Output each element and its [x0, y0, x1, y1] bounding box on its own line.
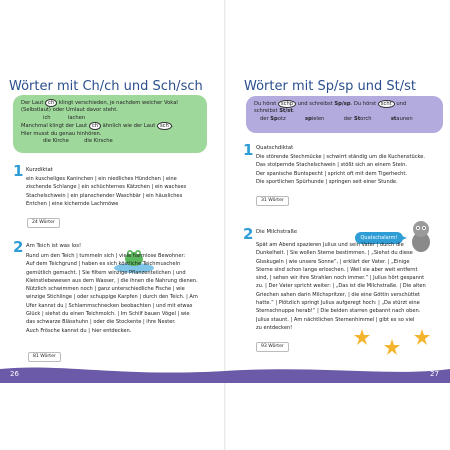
- text-line: Nützlich schwimmen noch | ganz unterschiedliche Fische | wie: [26, 286, 185, 293]
- text-line: das schwarze Blässhuhn | oder die Stockente | ihre Nester.: [26, 319, 176, 326]
- example-prefix: Sp: [270, 115, 278, 122]
- section-number: 2: [13, 238, 24, 256]
- text-line: Auch Frösche kannst du | hier entdecken.: [26, 327, 132, 334]
- example-word: die Kirche: [43, 138, 69, 145]
- rule-text: ähnlich wie der Laut: [102, 123, 156, 130]
- stars-decoration: [352, 327, 442, 362]
- text-line: ein kuscheliges Kaninchen | ein niedliches Hündchen | eine: [26, 176, 177, 182]
- rule-letters: St/st: [279, 108, 293, 115]
- rule-text: .: [171, 123, 174, 130]
- example-prefix: st: [390, 115, 397, 122]
- mascot-pupil: [417, 227, 419, 229]
- page-number: 26: [10, 370, 19, 378]
- text-line: Stachelschwein | ein planschender Waschbär | ein häusliches: [26, 192, 183, 199]
- text-line: Dunkelheit. | Sie wollen Sterne bestimmen. | „Siehst du diese: [256, 250, 413, 257]
- rule-text: Der Laut: [21, 100, 44, 106]
- rule-text: (Selbstlaut) oder Umlaut davor steht.: [21, 107, 118, 114]
- text-line: Rund um den Teich | tummeln sich | viele harmlose Bewohner:: [26, 253, 186, 259]
- dictation-text: [256, 241, 426, 332]
- star-icon: [354, 329, 370, 345]
- speech-bubble: Quatschalarm!: [355, 232, 403, 244]
- dictation-text: [256, 153, 425, 186]
- star-icon: [384, 339, 400, 355]
- example-word: lachen: [67, 114, 86, 121]
- section-number: 2: [243, 225, 254, 243]
- sound-circle: schp: [278, 100, 296, 108]
- text-line: zu. | Der Vater spricht weiter: | „Das ist die Milchstraße. | Die alten: [256, 283, 426, 290]
- example-article: der: [343, 115, 353, 122]
- text-line: Die sportlichen Spürhunde | springen seit einer Stunde.: [256, 178, 398, 185]
- example-word: aunen: [396, 115, 413, 122]
- sound-circle: ch: [45, 99, 57, 107]
- text-line: zischende Schlange | ein schüchternes Kätzchen | ein wachses: [26, 184, 187, 191]
- section-heading: Am Teich ist was los!: [26, 243, 82, 249]
- page-title: Wörter mit Sp/sp und St/st: [244, 79, 416, 94]
- text-line: Spät am Abend spazieren Julius und sein Vater | durch die: [256, 242, 404, 248]
- text-line: Sternschnuppe herab!“ | Die beiden starren gebannt nach oben.: [256, 308, 421, 315]
- rule-text: . Du hörst: [350, 101, 377, 107]
- text-line: Sterne sind schon lange erloschen. | Weil sie aber weit entfernt: [256, 266, 418, 273]
- sound-circle: scht: [378, 100, 395, 108]
- wave-shape: [0, 367, 450, 383]
- rule-letters: Sp/sp: [334, 101, 351, 107]
- word-count-badge: 93 Wörter: [256, 342, 289, 352]
- dictation-text: [26, 175, 186, 208]
- example-word: die Kirsche: [84, 138, 113, 145]
- example-word: otz: [277, 115, 286, 122]
- word-count-badge: 81 Wörter: [28, 352, 61, 362]
- text-line: Entchen | eine kichernde Lachmöwe: [26, 200, 119, 207]
- example-word: ich: [43, 114, 51, 121]
- page-title: Wörter mit Ch/ch und Sch/sch: [9, 79, 203, 94]
- mascot-pupil: [423, 227, 425, 229]
- text-line: Glsskugeln | wie unsere Sonne“, | erklärt der Vater. | „Einige: [256, 258, 410, 265]
- text-line: zu entdecken!: [256, 324, 293, 331]
- text-line: Der spanische Buntspecht | spricht oft mit dem Tigerhecht.: [256, 170, 407, 177]
- sound-circle: sch: [157, 122, 172, 130]
- section-number: 1: [243, 141, 254, 159]
- rule-text: und: [396, 101, 407, 107]
- text-line: sind, | sehen wir ihre Strahlen noch immer.“ | Julius hört gespannt: [256, 275, 425, 282]
- rule-box: [13, 95, 207, 153]
- section-number: 1: [13, 162, 24, 180]
- text-line: Julius staunt. | Am nächtlichen Sternenhimmel | gibt es so viel: [256, 316, 415, 323]
- word-count-badge: 31 Wörter: [256, 196, 289, 206]
- section-heading: Quatschdiktat: [256, 145, 294, 151]
- text-line: Ufer kannst du | Schlammschnecken beobachten | und mit etwas: [26, 302, 193, 309]
- rule-text: klingt verschieden, je nachdem welcher Vokal: [58, 100, 178, 106]
- text-line: Griechen sahen darin Milchspritzer, | die eine Göttin verschüttet: [256, 291, 420, 298]
- rule-text: Du hörst: [254, 101, 277, 107]
- section-heading: Die Milchstraße: [256, 229, 298, 235]
- example-article: der: [260, 115, 269, 122]
- rule-text: .: [292, 108, 295, 115]
- example-prefix: St: [353, 115, 361, 122]
- example-word: orch: [360, 115, 372, 122]
- text-line: Das stolpernde Stachelschwein | stößt sich an einem Stein.: [256, 162, 407, 169]
- mascot-head: [413, 221, 429, 237]
- word-count-badge: 24 Wörter: [27, 218, 60, 228]
- bottom-wave: [0, 363, 450, 383]
- rule-box: [246, 96, 443, 133]
- text-line: Die störende Stechmücke | schwirrt ständig um die Kuchenstücke.: [256, 154, 426, 160]
- star-icon: [414, 329, 430, 345]
- rule-text: schreibst: [254, 108, 278, 115]
- text-line: Kleinstlebewesen aus dem Wasser, | die ihnen die Nahrung dienen.: [26, 277, 198, 284]
- rule-text: Manchmal klingt der Laut: [21, 123, 88, 130]
- rule-text: Hier musst du genau hinhören.: [21, 130, 102, 137]
- text-line: Auf dem Teichgrund | haben es sich köstliche Teichmuscheln: [26, 261, 181, 268]
- text-line: winzige Stichlinge | oder schuppige Karpfen | durch den Teich. | Am: [26, 294, 198, 301]
- text-line: gemütlich gemacht. | Sie filtern winzige Pflanzenteilchen | und: [26, 269, 186, 276]
- dictation-text: [26, 252, 198, 335]
- text-line: hatte.“ | Plötzlich springt Julius aufgeregt hoch: | „Da stürzt eine: [256, 300, 420, 307]
- sound-circle: ch: [89, 122, 101, 130]
- text-line: Glück | siehst du einen Teichmolch. | Im Schilf bauen Vögel | wie: [26, 311, 190, 318]
- page-number: 27: [430, 370, 439, 378]
- example-word: ielen: [311, 115, 325, 122]
- rule-text: und schreibst: [297, 101, 333, 107]
- section-heading: Kurzdiktat: [26, 167, 53, 173]
- example-prefix: sp: [304, 115, 312, 122]
